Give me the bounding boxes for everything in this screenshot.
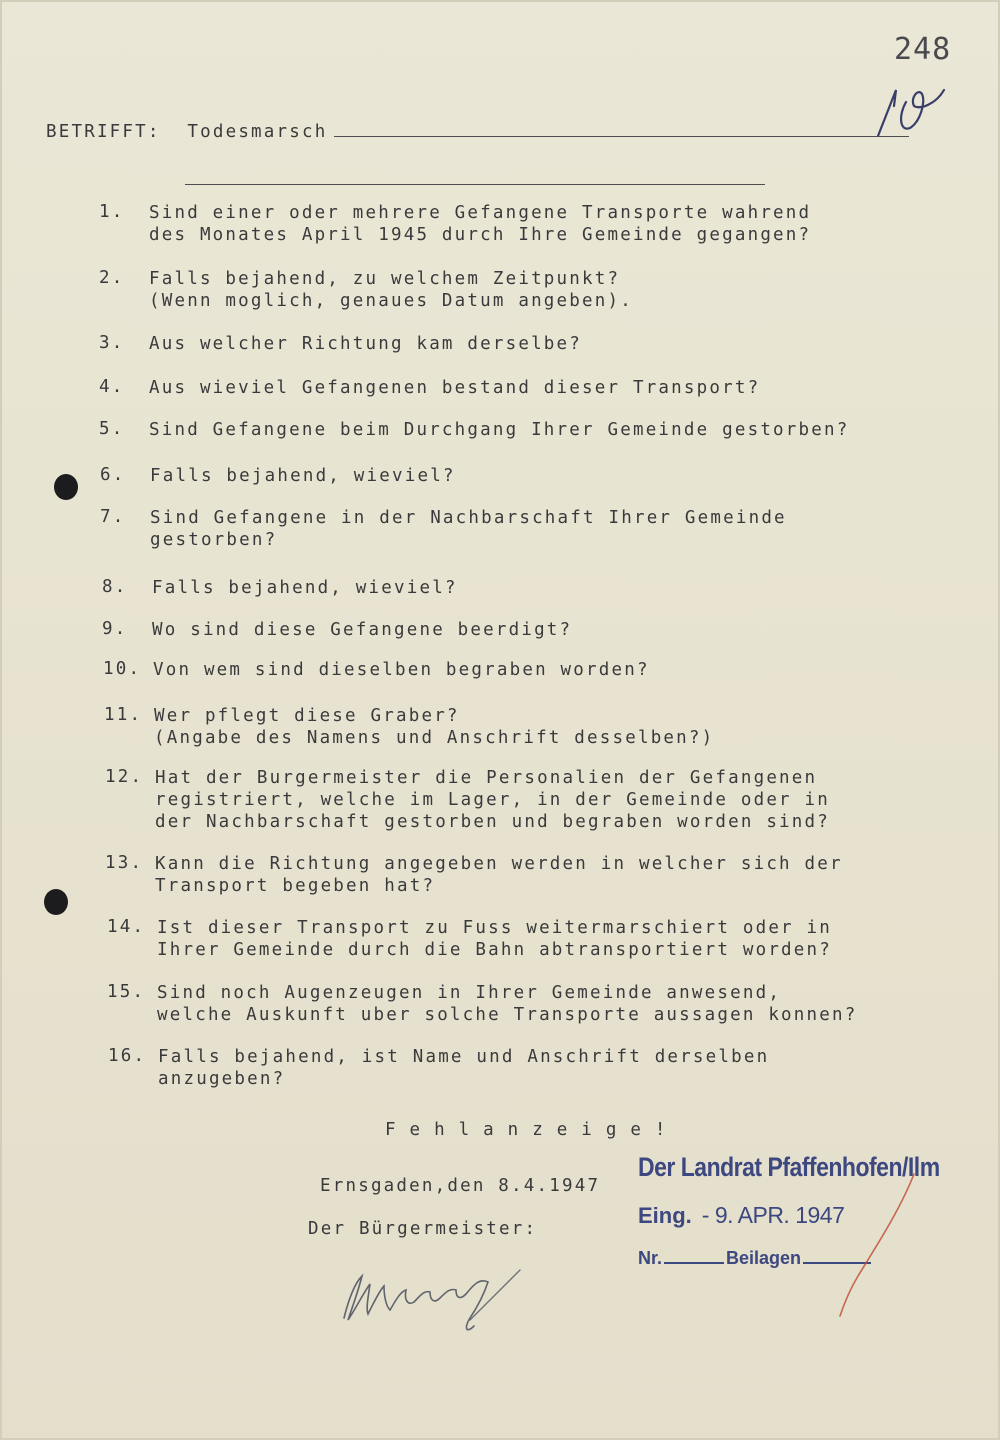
question-text	[149, 268, 633, 312]
question-number: 11.	[104, 705, 143, 725]
stamp-received-date: - 9. APR. 1947	[701, 1202, 845, 1228]
question-line: anzugeben?	[158, 1069, 286, 1089]
question-text	[150, 465, 456, 487]
subject-underline	[334, 136, 909, 137]
question-line: Falls bejahend, wieviel?	[152, 578, 458, 598]
question-line: Sind noch Augenzeugen in Ihrer Gemeinde anwesend,	[157, 983, 782, 1003]
question-line: Kann die Richtung angegeben werden in welcher sich der	[155, 854, 843, 874]
question-line: Hat der Burgermeister die Personalien der Gefangenen	[155, 768, 818, 788]
question-line: Transport begeben hat?	[155, 876, 436, 896]
question-line: registriert, welche im Lager, in der Gemeinde oder in	[155, 790, 831, 810]
page-number: 248	[894, 32, 952, 67]
question-text	[149, 419, 849, 441]
subject-value: Todesmarsch	[187, 122, 328, 142]
question-number: 3.	[99, 333, 125, 353]
question-line: Wer pflegt diese Graber?	[154, 706, 460, 726]
signatory-title: Der Bürgermeister:	[308, 1219, 538, 1239]
question-number: 4.	[99, 377, 125, 397]
red-pencil-mark	[822, 1170, 932, 1320]
question-text	[155, 767, 830, 833]
question-text	[154, 705, 714, 749]
question-line: gestorben?	[150, 530, 278, 550]
question-number: 6.	[100, 465, 126, 485]
question-line: Falls bejahend, ist Name und Anschrift derselben	[158, 1047, 770, 1067]
subject-underline-2	[185, 184, 765, 185]
question-line: Aus wieviel Gefangenen bestand dieser Transport?	[149, 378, 761, 398]
question-line: der Nachbarschaft gestorben und begraben worden sind?	[155, 812, 831, 832]
question-line: Von wem sind dieselben begraben worden?	[153, 660, 650, 680]
question-line: Falls bejahend, zu welchem Zeitpunkt?	[149, 269, 621, 289]
question-number: 16.	[108, 1046, 147, 1066]
question-text	[149, 333, 582, 355]
question-number: 12.	[105, 767, 144, 787]
question-number: 9.	[102, 619, 128, 639]
question-number: 10.	[103, 659, 142, 679]
question-text	[149, 377, 760, 399]
question-line: Aus welcher Richtung kam derselbe?	[149, 334, 583, 354]
question-text	[153, 659, 650, 681]
question-line: (Wenn moglich, genaues Datum angeben).	[149, 291, 633, 311]
place-and-date: Ernsgaden,den 8.4.1947	[320, 1176, 601, 1196]
question-line: Falls bejahend, wieviel?	[150, 466, 456, 486]
question-number: 2.	[99, 268, 125, 288]
question-text	[150, 507, 787, 551]
stamp-number-label: Nr.	[638, 1248, 663, 1268]
question-line: Sind Gefangene in der Nachbarschaft Ihrer Gemeinde	[150, 508, 787, 528]
stamp-attachments-label: Beilagen	[726, 1248, 802, 1268]
question-number: 14.	[107, 917, 146, 937]
stamp-office: Der Landrat Pfaffenhofen/Ilm	[638, 1151, 940, 1182]
question-line: Wo sind diese Gefangene beerdigt?	[152, 620, 573, 640]
question-text	[149, 202, 811, 246]
question-number: 15.	[107, 982, 146, 1002]
question-line: des Monates April 1945 durch Ihre Gemeinde gegangen?	[149, 225, 812, 245]
question-line: Ist dieser Transport zu Fuss weitermarschiert oder in	[157, 918, 833, 938]
question-line: welche Auskunft uber solche Transporte aussagen konnen?	[157, 1005, 858, 1025]
subject-line	[46, 122, 327, 142]
question-number: 5.	[99, 419, 125, 439]
question-line: (Angabe des Namens und Anschrift desselben?)	[154, 728, 715, 748]
question-text	[158, 1046, 769, 1090]
question-text	[157, 917, 832, 961]
punch-hole	[54, 474, 78, 500]
stamp-received	[638, 1202, 844, 1229]
question-text	[152, 619, 572, 641]
question-text	[155, 853, 843, 897]
subject-label: BETRIFFT:	[46, 122, 161, 142]
handwritten-page-mark	[870, 76, 950, 142]
question-number: 8.	[102, 577, 128, 597]
stamp-received-label: Eing.	[638, 1203, 692, 1228]
question-number: 13.	[105, 853, 144, 873]
question-line: Ihrer Gemeinde durch die Bahn abtransportiert worden?	[157, 940, 833, 960]
question-text	[152, 577, 458, 599]
question-line: Sind einer oder mehrere Gefangene Transporte wahrend	[149, 203, 812, 223]
question-line: Sind Gefangene beim Durchgang Ihrer Gemeinde gestorben?	[149, 420, 850, 440]
closing-remark: Fehlanzeige!	[385, 1120, 680, 1140]
punch-hole	[44, 889, 68, 915]
mayor-signature	[338, 1262, 528, 1342]
question-number: 7.	[100, 507, 126, 527]
question-number: 1.	[99, 202, 125, 222]
question-text	[157, 982, 857, 1026]
